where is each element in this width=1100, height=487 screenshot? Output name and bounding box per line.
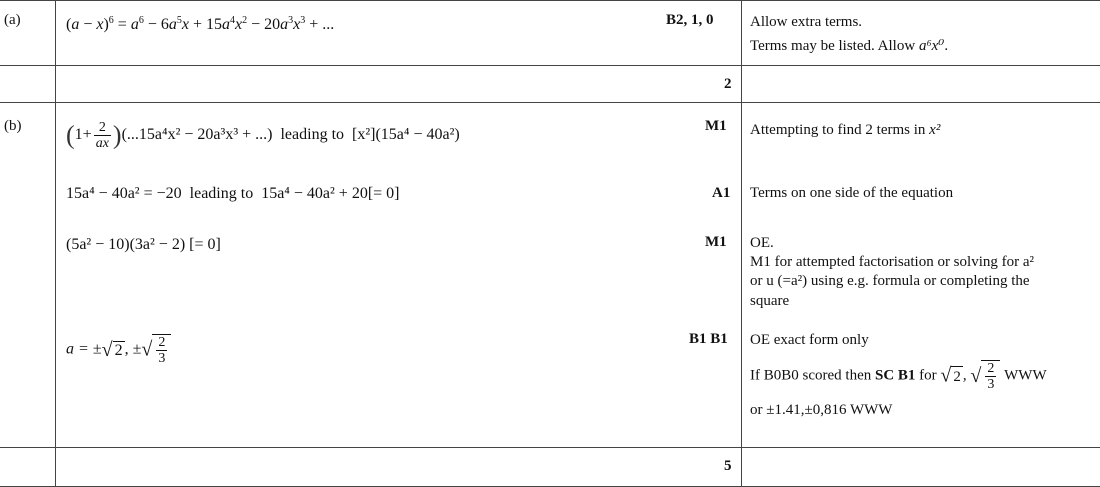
line1-leading: leading to xyxy=(280,126,345,144)
expansion-a: $(a - x)^6 = a^6 - 6a^5x + 15a^4x^2 - 20a^3x^3$ + ... xyxy=(66,15,335,33)
guidance-b-line1-term: x² xyxy=(929,122,941,138)
guidance-b-line4-2-sc: SC B1 xyxy=(874,367,916,384)
guidance-b-line4-2-for: for xyxy=(915,367,941,384)
part-label-a: (a) xyxy=(4,12,21,28)
working-b-line3: (5a² − 10)(3a² − 2) [= 0] xyxy=(66,236,221,253)
line2-leading: leading to xyxy=(189,185,254,202)
row-divider xyxy=(0,65,1100,66)
line4-prefix: a = ± xyxy=(66,340,102,358)
column-divider xyxy=(55,0,56,487)
working-b-line1: (1+ $\frac{2}{ax}$ )(...15a⁴x² − 20a³x³ + ...) leading to [x²](15a⁴ − 40a²) xyxy=(66,120,460,151)
working-b-line4 xyxy=(66,334,171,366)
guidance-b-line3-3: or u (=a²) using e.g. formula or completing the xyxy=(750,273,1030,289)
line2-result: 15a⁴ − 40a² + 20[= 0] xyxy=(261,185,400,202)
guidance-b-line4-1: OE exact form only xyxy=(750,332,869,348)
guidance-a-2-prefix: Terms may be listed. Allow xyxy=(750,38,919,54)
guidance-b-line4-2: If B0B0 scored then SC B1 for √ 2 , √ $\frac{2}{3}$ WWW xyxy=(750,361,1047,392)
line2-eq: 15a⁴ − 40a² = −20 xyxy=(66,185,182,202)
guidance-b-line4-2-prefix: If B0B0 scored then xyxy=(750,367,875,384)
guidance-b-line4-3: or ±1.41,±0,816 WWW xyxy=(750,402,893,418)
sqrt-two: √ 2 xyxy=(101,338,123,361)
guidance-sqrt-two: √ 2 xyxy=(940,365,961,388)
column-divider xyxy=(741,0,742,487)
guidance-a-2-suffix: . xyxy=(944,38,949,54)
guidance-b-line4-2-www: WWW xyxy=(1004,367,1047,384)
guidance-b-line1 xyxy=(750,120,940,140)
row-divider xyxy=(0,447,1100,448)
marks-a: B2, 1, 0 xyxy=(666,12,714,28)
guidance-sqrt-two-thirds: √ $\frac{2}{3}$ xyxy=(970,360,1000,392)
marks-b-line1: M1 xyxy=(705,118,727,134)
total-b: 5 xyxy=(724,458,732,474)
working-b-line2 xyxy=(66,185,400,203)
guidance-b-line3-2: M1 for attempted factorisation or solving for a² xyxy=(750,254,1035,270)
sqrt-two-thirds: √ $\frac{2}{3}$ xyxy=(141,334,171,366)
row-divider xyxy=(0,102,1100,103)
row-divider xyxy=(0,0,1100,1)
line1-result: [x²](15a⁴ − 40a²) xyxy=(352,126,460,144)
line1-mid: (...15a⁴x² − 20a³x³ + ...) xyxy=(121,126,273,144)
guidance-a-2 xyxy=(750,36,948,56)
marks-b-line4: B1 B1 xyxy=(689,331,728,347)
marks-b-line2: A1 xyxy=(712,185,731,201)
line4-sep: , ± xyxy=(124,340,142,358)
guidance-b-line3-4: square xyxy=(750,293,790,309)
marks-b-line3: M1 xyxy=(705,234,727,250)
guidance-a-2-term: a⁶x⁰ xyxy=(918,38,945,54)
guidance-b-line1-prefix: Attempting to find 2 terms in xyxy=(750,122,930,138)
part-label-b: (b) xyxy=(4,118,22,134)
guidance-b-line3-1: OE. xyxy=(750,235,774,251)
guidance-a-1: Allow extra terms. xyxy=(750,14,863,30)
guidance-b-line2: Terms on one side of the equation xyxy=(750,185,954,201)
total-a: 2 xyxy=(724,76,732,92)
